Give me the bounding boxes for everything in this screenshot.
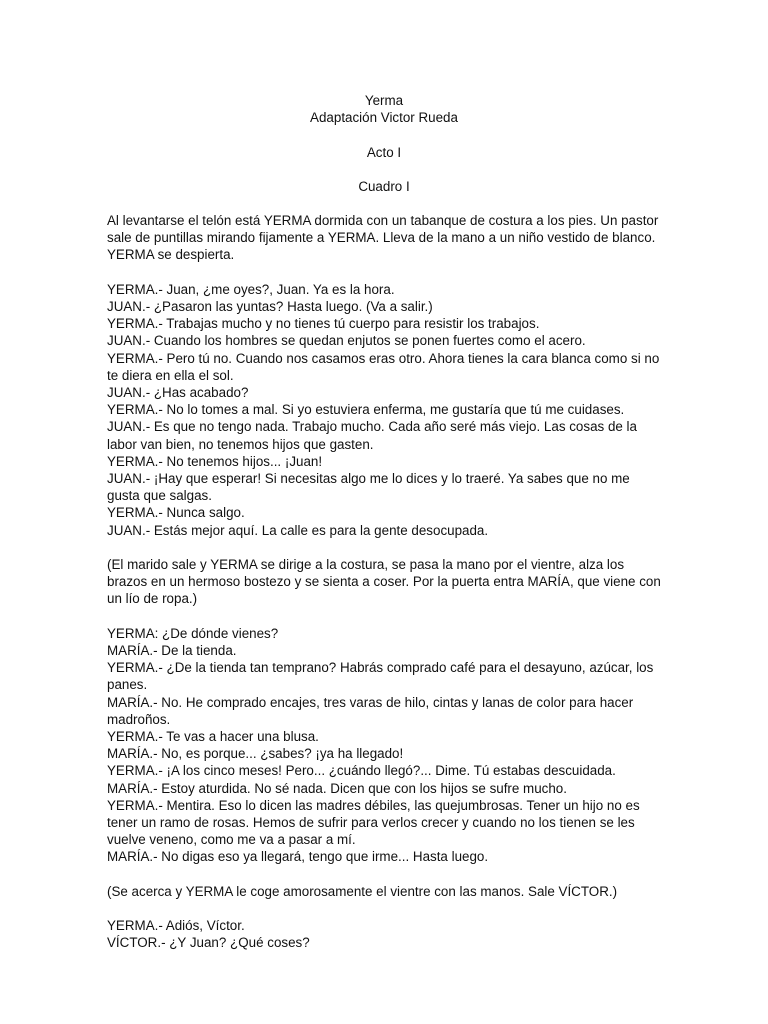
dialogue-line: JUAN.- Es que no tengo nada. Trabajo mucho. Cada año seré más viejo. Las cosas de la labor van bien, no tenemos hijos que gasten. bbox=[107, 419, 637, 452]
scene-heading: Cuadro I bbox=[358, 179, 410, 194]
dialogue-line: JUAN.- ¿Has acabado? bbox=[107, 385, 249, 401]
dialogue-line: YERMA.- No lo tomes a mal. Si yo estuviera enferma, me gustaría que tú me cuidases. bbox=[107, 402, 625, 418]
dialogue-line: YERMA: ¿De dónde vienes? bbox=[107, 625, 279, 641]
document-subtitle: Adaptación Victor Rueda bbox=[310, 110, 458, 125]
dialogue-line: YERMA.- ¿De la tienda tan temprano? Habrás comprado café para el desayuno, azúcar, los panes. bbox=[107, 660, 654, 693]
dialogue-block-2 bbox=[107, 625, 663, 866]
act-heading: Acto I bbox=[366, 145, 402, 160]
dialogue-line: YERMA.- ¡A los cinco meses! Pero... ¿cuándo llegó?... Dime. Tú estabas descuidada. bbox=[107, 763, 616, 779]
dialogue-line: YERMA.- Trabajas mucho y no tienes tú cuerpo para resistir los trabajos. bbox=[107, 316, 540, 332]
dialogue-line: YERMA.- Juan, ¿me oyes?, Juan. Ya es la hora. bbox=[107, 281, 395, 297]
dialogue-block-3 bbox=[107, 917, 663, 951]
dialogue-line: JUAN.- ¿Pasaron las yuntas? Hasta luego. (Va a salir.) bbox=[107, 299, 433, 314]
dialogue-line: YERMA.- Mentira. Eso lo dicen las madres débiles, las quejumbrosas. Tener un hijo no es tener un ramo de rosas. Hemos de sufrir para verlos crecer y cuando no los tienen se les vuelve veneno, como me va a pasar a mí. bbox=[107, 797, 640, 848]
dialogue-line: MARÍA.- No, es porque... ¿sabes? ¡ya ha llegado! bbox=[107, 746, 404, 762]
dialogue-line: YERMA.- No tenemos hijos... ¡Juan! bbox=[107, 453, 323, 469]
document-title: Yerma bbox=[364, 93, 404, 108]
dialogue-line: YERMA.- Pero tú no. Cuando nos casamos eras otro. Ahora tienes la cara blanca como si no te diera en ella el sol. bbox=[107, 350, 660, 383]
stage-direction-3: (Se acerca y YERMA le coge amorosamente el vientre con las manos. Sale VÍCTOR.) bbox=[107, 883, 618, 899]
stage-direction-intro: Al levantarse el telón está YERMA dormida con un tabanque de costura a los pies. Un pastor sale de puntillas mirando fijamente a YERMA. Lleva de la mano a un niño vestido de blanco. YERMA se despierta. bbox=[107, 213, 659, 263]
dialogue-line: MARÍA.- No. He comprado encajes, tres varas de hilo, cintas y lanas de color para hacer madroños. bbox=[107, 694, 634, 727]
dialogue-line: JUAN.- Estás mejor aquí. La calle es para la gente desocupada. bbox=[107, 522, 489, 538]
dialogue-line: MARÍA.- Estoy aturdida. No sé nada. Dicen que con los hijos se sufre mucho. bbox=[107, 780, 567, 796]
stage-direction-2: (El marido sale y YERMA se dirige a la costura, se pasa la mano por el vientre, alza los brazos en un hermoso bostezo y se sienta a coser. Por la puerta entra MARÍA, que viene con un lío de ropa.) bbox=[107, 557, 661, 607]
dialogue-line: MARÍA.- No digas eso ya llegará, tengo que irme... Hasta luego. bbox=[107, 849, 489, 865]
dialogue-line: YERMA.- Nunca salgo. bbox=[107, 505, 245, 521]
script-body bbox=[107, 212, 663, 969]
dialogue-line: YERMA.- Adiós, Víctor. bbox=[107, 918, 245, 934]
dialogue-line: YERMA.- Te vas a hacer una blusa. bbox=[107, 729, 319, 745]
dialogue-line: MARÍA.- De la tienda. bbox=[107, 643, 237, 659]
dialogue-line: JUAN.- Cuando los hombres se quedan enjutos se ponen fuertes como el acero. bbox=[107, 333, 586, 349]
dialogue-line: JUAN.- ¡Hay que esperar! Si necesitas algo me lo dices y lo traeré. Ya sabes que no me gusta que salgas. bbox=[107, 471, 630, 504]
dialogue-line: VÍCTOR.- ¿Y Juan? ¿Qué coses? bbox=[107, 935, 310, 951]
dialogue-block-1 bbox=[107, 281, 663, 539]
